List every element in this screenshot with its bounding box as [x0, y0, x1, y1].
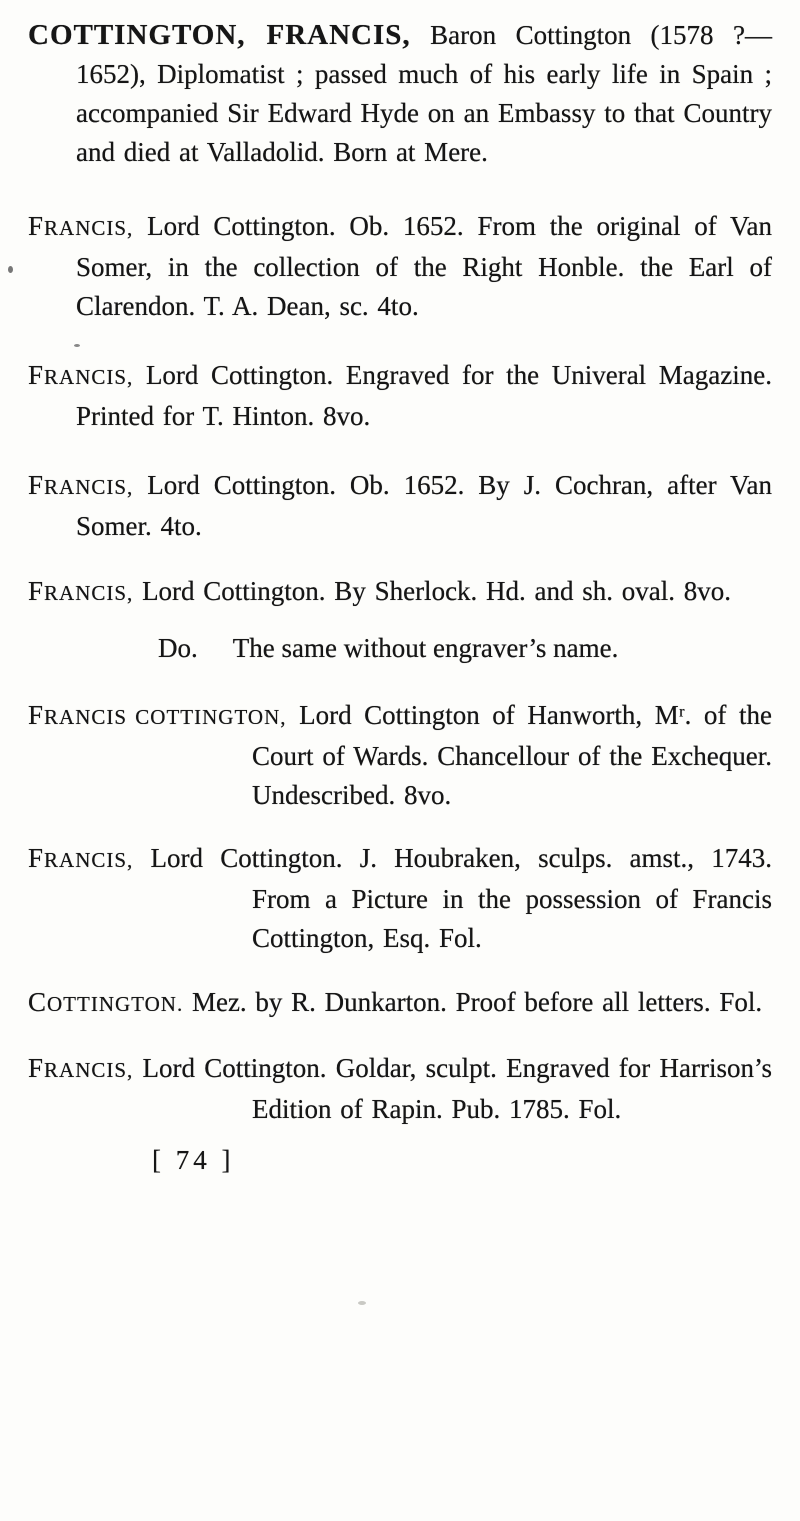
entry-body-text: Lord Cottington. J. Houbraken, sculps. amst., 1743. From a Picture in the possession of Francis Cottington, Esq. Fol. [150, 843, 772, 953]
entry-body-text: Lord Cottington. Engraved for the Univeral Magazine. Printed for T. Hinton. 8vo. [76, 360, 772, 431]
entry-body-text: Baron Cottington (1578 ?—1652), Diplomatist ; passed much of his early life in Spain ; accompanied Sir Edward Hyde on an Embassy to that Country and died at Valladolid. Born at Mere. [76, 20, 772, 167]
catalogue-entry-hanworth-undescribed [28, 696, 772, 815]
entry-headword: FRANCIS, [28, 360, 134, 390]
catalogue-entry-cochran-engraving [28, 466, 772, 546]
entry-headword: FRANCIS, [28, 576, 134, 606]
scan-speck [358, 1301, 366, 1305]
entry-body-text: Lord Cottington. Ob. 1652. From the original of Van Somer, in the collection of the Right Honble. the Earl of Clarendon. T. A. Dean, sc. 4to. [76, 211, 773, 321]
catalogue-entry-goldar-engraving [28, 1049, 772, 1129]
catalogue-entry-cottington-francis-biography [28, 16, 772, 172]
ditto-abbreviation: Do. [158, 633, 198, 663]
entry-body-text: The same without engraver’s name. [232, 633, 619, 663]
entry-headword: COTTINGTON. [28, 987, 184, 1017]
entry-body-text: Lord Cottington. By Sherlock. Hd. and sh. oval. 8vo. [142, 576, 732, 606]
entry-headword: FRANCIS, [28, 470, 134, 500]
page-number: [ 74 ] [152, 1145, 235, 1175]
scan-speck [8, 266, 13, 273]
entry-headword: FRANCIS, [28, 211, 134, 241]
entry-body-text: Lord Cottington of Hanworth, Mʳ. of the Court of Wards. Chancellour of the Exchequer. Undescribed. 8vo. [252, 700, 772, 810]
entry-body-text: Lord Cottington. Ob. 1652. By J. Cochran, after Van Somer. 4to. [76, 470, 773, 541]
catalogue-entry-houbraken-engraving [28, 839, 772, 958]
entry-headword: COTTINGTON, FRANCIS, [28, 19, 411, 51]
entry-body-text: Lord Cottington. Goldar, sculpt. Engraved for Harrison’s Edition of Rapin. Pub. 1785. Fol. [142, 1053, 772, 1124]
entry-headword: FRANCIS, [28, 1053, 134, 1083]
entry-headword: FRANCIS, [28, 843, 134, 873]
catalogue-entry-dean-engraving [28, 207, 772, 326]
scan-speck [74, 344, 80, 347]
catalogue-entry-sherlock-engraving [28, 572, 772, 613]
entry-headword: FRANCIS COTTINGTON, [28, 700, 287, 730]
catalogue-entry-universal-magazine [28, 356, 772, 436]
entry-body-text: Mez. by R. Dunkarton. Proof before all letters. Fol. [191, 987, 763, 1017]
catalogue-entry-ditto [158, 629, 772, 668]
catalogue-entry-dunkarton-mezzotint [28, 983, 772, 1024]
